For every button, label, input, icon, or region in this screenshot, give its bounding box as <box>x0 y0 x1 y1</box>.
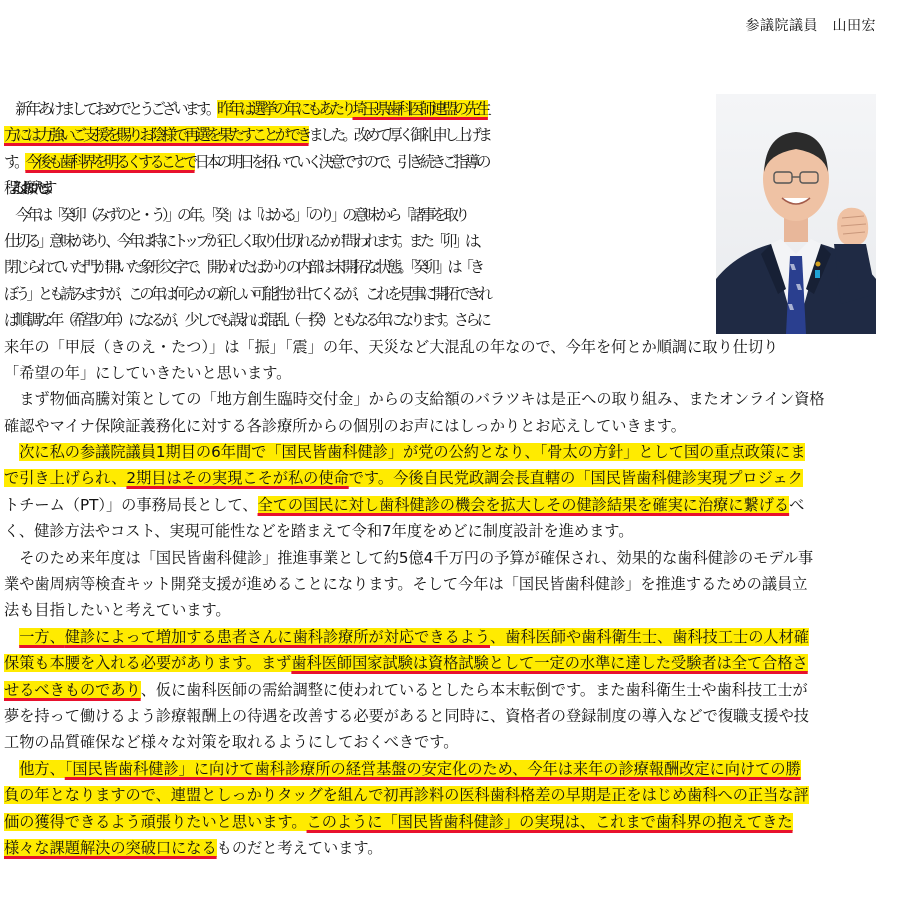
highlighted-text: 昨年は選挙の年にもあたり <box>217 100 353 118</box>
indent <box>4 549 19 567</box>
indent <box>4 390 19 408</box>
underlined-highlight: 方には力強いご支援を賜りお陰様で再選を果たすことができ <box>4 126 309 145</box>
underlined-highlight: 今後も歯科界を明るくすることで <box>25 152 195 171</box>
text-line <box>4 492 878 518</box>
body-text: ものだと考えています。 <box>216 838 383 857</box>
text-line <box>4 756 878 782</box>
underlined-highlight: 健診によって増加する患者さんに歯科診療所が対応できるよう <box>64 627 490 646</box>
text-line <box>4 703 878 729</box>
text-line <box>4 782 878 808</box>
highlighted-text: です。今後自民党政調会長直轄の「国民皆歯科健診実現プロジェク <box>348 469 803 488</box>
text-line <box>4 677 878 703</box>
body-text: 日本の明日を拓いていく決意ですので、引き続きご指導の <box>194 152 488 171</box>
underlined-highlight: 2期目はその実現こそが私の使命 <box>126 469 349 488</box>
text-line <box>4 729 878 755</box>
body-text: 来年の「甲辰（きのえ・たつ）」は「振」「震」の年、天災など大混乱の年なので、今年を何とか順調に取り仕切り <box>4 337 779 356</box>
text-line <box>4 334 878 360</box>
text-line <box>4 624 878 650</box>
text-line <box>4 228 878 254</box>
underlined-highlight: 歯科医師国家試験は資格試験として一定の水準に達した受験者は全て合格さ <box>291 654 808 673</box>
body-text: ました。改めて厚く御礼申し上げま <box>308 126 490 145</box>
text-line <box>4 360 878 386</box>
highlighted-text: で引き上げられ、 <box>4 469 127 488</box>
body-text: 確認やマイナ保険証義務化に対する各診療所からの個別のお声にはしっかりとお応えしていきます。 <box>4 416 686 435</box>
text-line <box>4 439 878 465</box>
body-text: 法も目指したいと考えています。 <box>4 601 231 620</box>
text-line <box>4 571 878 597</box>
body-text: 工物の品質確保など様々な対策を取れるようにしておくべきです。 <box>4 733 459 752</box>
underlined-highlight: 「国民皆歯科健診」に向けて歯科診療所の経営基盤の安定化のため、今年は来年の診療報酬改定に向けての勝 <box>64 759 801 778</box>
underlined-highlight: せるべきものであり <box>4 680 141 699</box>
underlined-highlight: 様々な課題解決の突破口になる <box>4 838 217 857</box>
body-text: まず物価高騰対策としての「地方創生臨時交付金」からの支給額のバラツキは是正への取り組み、またオンライン資格 <box>19 390 825 409</box>
highlighted-text: 、歯科医師や歯科衛生士、歯科技工士の人材確 <box>490 627 809 646</box>
text-line <box>4 518 878 544</box>
body-text: 今年は「癸卯（みずのと・う）」の年。「癸」は「はかる」「のり」の意味から「諸事を取り <box>15 205 467 224</box>
body-text: 新年あけましておめでとうございます。 <box>15 100 218 118</box>
text-line <box>4 386 878 412</box>
underlined-highlight: 一方、 <box>19 627 65 646</box>
text-line <box>4 597 878 623</box>
indent <box>4 628 19 646</box>
body-text: く、健診方法やコスト、実現可能性などを踏まえて令和7年度をめどに制度設計を進めます。 <box>4 522 634 541</box>
text-line <box>4 96 878 122</box>
body-text: 夢を持って働けるよう診療報酬上の待遇を改善する必要があると同時に、資格者の登録制度の導入などで復職支援や技 <box>4 706 809 725</box>
text-line <box>4 465 878 491</box>
indent <box>4 100 15 118</box>
body-text: べ <box>789 495 805 514</box>
underlined-highlight: 全ての国民に対し歯科健診の機会を拡大しその健診結果を確実に治療に繋げる <box>257 495 790 514</box>
text-line <box>4 545 878 571</box>
text-line <box>4 281 878 307</box>
body-text: そのため来年度は「国民皆歯科健診」推進事業として約5億4千万円の予算が確保され、効果的な歯科健診のモデル事 <box>19 548 814 567</box>
text-line <box>4 809 878 835</box>
body-text: 業や歯周病等検査キット開発支援が進めることになります。そして今年は「国民皆歯科健診」を推進するための議員立 <box>4 575 808 594</box>
body-text: ぼう」とも読みますが、この年は何らかの新しい可能性が出てくるが、これを見事に開拓できれ <box>4 284 490 303</box>
highlighted-text: 次に私の参議院議員1期目の6年間で「国民皆歯科健診」が党の公約となり、「骨太の方針」として国の重点政策にま <box>19 443 806 462</box>
highlighted-text: 保策も本腰を入れる必要があります。まず <box>4 654 292 673</box>
text-line <box>4 650 878 676</box>
underlined-highlight: 埼玉県歯科医師連盟の先生 <box>352 100 488 118</box>
article-body <box>4 96 878 861</box>
text-line <box>4 149 878 175</box>
body-text: す。 <box>4 152 26 171</box>
highlighted-text: 他方、 <box>19 759 65 778</box>
author-name: 参議院議員 山田宏 <box>745 18 876 34</box>
text-line <box>4 254 878 280</box>
indent <box>4 760 19 778</box>
text-line <box>4 413 878 439</box>
text-line <box>4 202 878 228</box>
body-text: トチーム（PT）」の事務局長として、 <box>4 495 258 514</box>
body-text: 「希望の年」にしていきたいと思います。 <box>4 363 292 382</box>
text-line <box>4 307 878 333</box>
highlighted-text: 価の獲得できるよう頑張りたいと思います。 <box>4 812 307 831</box>
text-line <box>4 122 878 148</box>
highlighted-text: 負の年となりますので、連盟としっかりタッグを組んで初再診料の医科歯科格差の早期是正をはじめ歯科への正当な評 <box>4 786 809 805</box>
text-line <box>4 835 878 861</box>
indent <box>4 206 15 224</box>
body-text: ば順調な年（希望の年）になるが、少しでも誤れば混乱（一揆）ともなる年になります。さらに <box>4 311 488 330</box>
body-text: 仕切る」意味があり、今年は特にトップが正しく取り仕切れるかが問われます。また「卯」は、 <box>4 231 488 250</box>
body-text: 、仮に歯科医師の需給調整に使われているとしたら本末転倒です。また歯科衛生士や歯科技工士が <box>140 680 808 699</box>
indent <box>4 443 19 461</box>
underlined-highlight: このように「国民皆歯科健診」の実現は、これまで歯科界の抱えてきた <box>306 812 793 831</box>
body-text: 程よろしくお願いいたします。 <box>4 179 48 198</box>
body-text: 閉じられていた門が開いた象形文字で、開かれたばかりの内部は未開拓な状態。「癸卯」は「き <box>4 258 482 277</box>
text-line <box>4 175 878 201</box>
